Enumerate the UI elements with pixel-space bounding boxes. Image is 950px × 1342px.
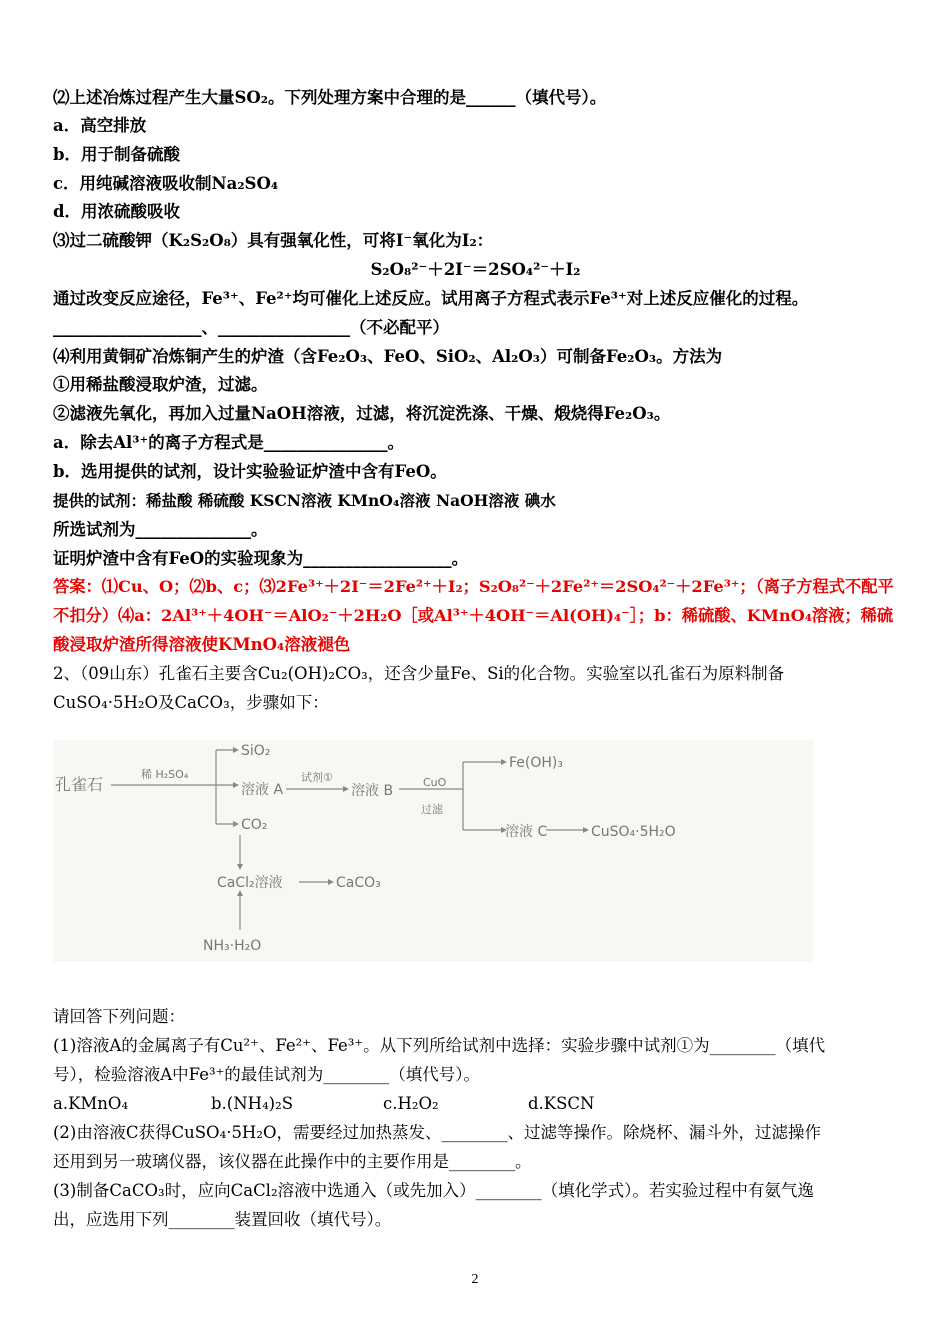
problem2-q3-line2: 出，应选用下列________装置回收（填代号）。 bbox=[53, 1210, 392, 1229]
q3-equation: S₂O₈²⁻＋2I⁻＝2SO₄²⁻＋I₂ bbox=[370, 260, 581, 279]
option-a: a.KMnO₄ bbox=[53, 1094, 129, 1113]
label-co2: CO₂ bbox=[241, 817, 268, 833]
answer-prompt: 请回答下列问题： bbox=[53, 1007, 185, 1026]
label-cuo: CuO bbox=[423, 776, 447, 789]
q3-intro: ⑶过二硫酸钾（K₂S₂O₈）具有强氧化性，可将I⁻氧化为I₂： bbox=[53, 231, 494, 250]
process-flow-diagram bbox=[53, 740, 813, 962]
answer-line-3: 酸浸取炉渣所得溶液使KMnO₄溶液褪色 bbox=[53, 635, 351, 654]
label-cuso4-5h2o: CuSO₄·5H₂O bbox=[591, 824, 676, 840]
problem2-q2-line2: 还用到另一玻璃仪器，该仪器在此操作中的主要作用是________。 bbox=[53, 1152, 532, 1171]
q3-blanks: __________________、________________（不必配平） bbox=[53, 318, 449, 337]
q2-option-a: a．高空排放 bbox=[53, 116, 147, 135]
q4-intro: ⑷利用黄铜矿冶炼铜产生的炉渣（含Fe₂O₃、FeO、SiO₂、Al₂O₃）可制备Fe₂O₃。方法为 bbox=[53, 347, 723, 366]
label-feoh3: Fe(OH)₃ bbox=[509, 755, 563, 771]
option-b: b.(NH₄)₂S bbox=[211, 1094, 294, 1113]
label-dilute-h2so4: 稀 H₂SO₄ bbox=[141, 768, 189, 781]
q4-step2: ②滤液先氧化，再加入过量NaOH溶液，过滤，将沉淀洗涤、干燥、煅烧得Fe₂O₃。 bbox=[53, 404, 671, 423]
label-reagent-1: 试剂① bbox=[301, 771, 333, 784]
problem2-q3-line1: (3)制备CaCO₃时，应向CaCl₂溶液中选通入（或先加入）________（填化学式）。若实验过程中有氨气逸 bbox=[53, 1181, 814, 1200]
option-c: c.H₂O₂ bbox=[383, 1094, 439, 1113]
q2-intro: ⑵上述冶炼过程产生大量SO₂。下列处理方案中合理的是______（填代号）。 bbox=[53, 88, 607, 107]
label-filter: 过滤 bbox=[421, 803, 443, 816]
option-d: d.KSCN bbox=[528, 1094, 595, 1113]
problem2-q2-line1: (2)由溶液C获得CuSO₄·5H₂O，需要经过加热蒸发、________、过滤等操作。除烧杯、漏斗外，过滤操作 bbox=[53, 1123, 821, 1142]
q4-selected-reagents: 所选试剂为______________。 bbox=[53, 520, 268, 539]
label-cacl2-solution: CaCl₂溶液 bbox=[217, 875, 283, 891]
page-number: 2 bbox=[471, 1272, 479, 1287]
label-solution-c: 溶液 C bbox=[505, 824, 548, 840]
label-nh3-h2o: NH₃·H₂O bbox=[203, 938, 262, 954]
q4-step1: ①用稀盐酸浸取炉渣，过滤。 bbox=[53, 375, 268, 394]
q2-option-b: b．用于制备硫酸 bbox=[53, 145, 181, 164]
problem2-intro-line1: 2、（09山东）孔雀石主要含Cu₂(OH)₂CO₃，还含少量Fe、Si的化合物。实验室以孔雀石为原料制备 bbox=[53, 664, 785, 683]
q4-part-a: a．除去Al³⁺的离子方程式是_______________。 bbox=[53, 433, 404, 452]
label-malachite: 孔雀石 bbox=[55, 775, 104, 794]
label-solution-a: 溶液 A bbox=[241, 782, 284, 798]
problem2-q1-line1: (1)溶液A的金属离子有Cu²⁺、Fe²⁺、Fe³⁺。从下列所给试剂中选择：实验步骤中试剂①为________（填代 bbox=[53, 1036, 826, 1055]
label-solution-b: 溶液 B bbox=[351, 783, 394, 799]
q2-option-d: d．用浓硫酸吸收 bbox=[53, 202, 181, 221]
problem2-intro-line2: CuSO₄·5H₂O及CaCO₃，步骤如下： bbox=[53, 693, 329, 712]
q4-phenomenon: 证明炉渣中含有FeO的实验现象为__________________。 bbox=[53, 549, 469, 568]
answer-line-2: 不扣分）⑷a：2Al³⁺＋4OH⁻＝AlO₂⁻＋2H₂O［或Al³⁺＋4OH⁻＝Al(OH)₄⁻］；b：稀硫酸、KMnO₄溶液；稀硫 bbox=[53, 606, 894, 625]
problem2-q1-line2: 号），检验溶液A中Fe³⁺的最佳试剂为________（填代号）。 bbox=[53, 1065, 481, 1084]
q2-option-c: c．用纯碱溶液吸收制Na₂SO₄ bbox=[53, 174, 279, 193]
answer-line-1: 答案：⑴Cu、O；⑵b、c；⑶2Fe³⁺＋2I⁻＝2Fe²⁺＋I₂；S₂O₈²⁻＋2Fe²⁺＝2SO₄²⁻＋2Fe³⁺；（离子方程式不配平 bbox=[53, 577, 894, 596]
label-sio2: SiO₂ bbox=[241, 743, 271, 759]
q3-catalysis: 通过改变反应途径，Fe³⁺、Fe²⁺均可催化上述反应。试用离子方程式表示Fe³⁺对上述反应催化的过程。 bbox=[53, 289, 809, 308]
label-caco3: CaCO₃ bbox=[336, 875, 381, 891]
q4-part-b: b．选用提供的试剂，设计实验验证炉渣中含有FeO。 bbox=[53, 462, 447, 481]
q4-reagents: 提供的试剂：稀盐酸 稀硫酸 KSCN溶液 KMnO₄溶液 NaOH溶液 碘水 bbox=[53, 491, 556, 510]
